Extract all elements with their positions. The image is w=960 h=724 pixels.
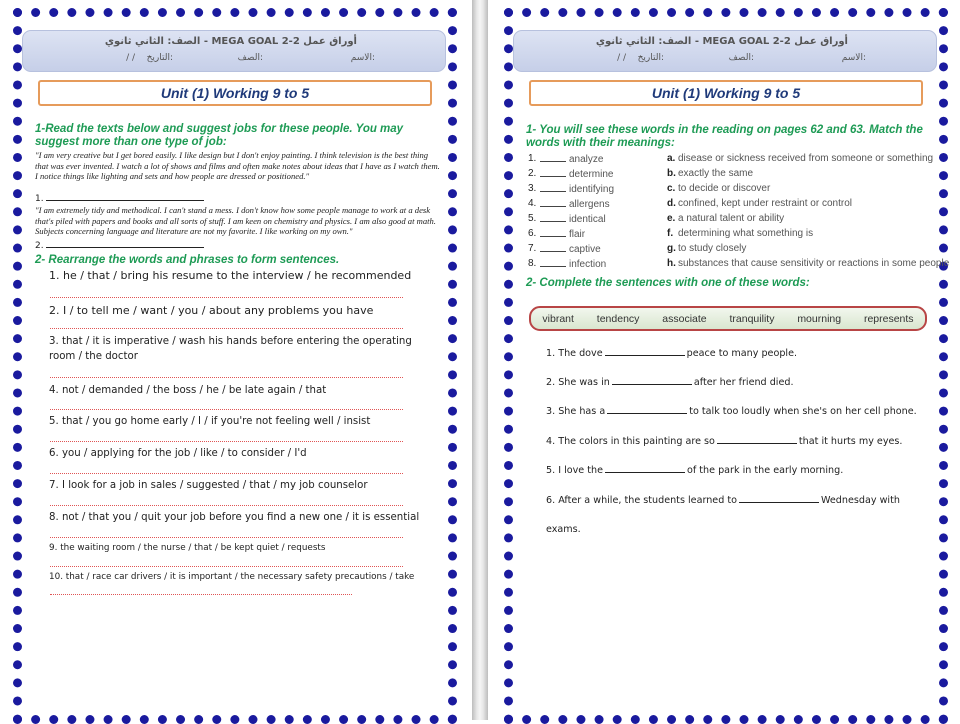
word-bank-item: vibrant [542, 312, 574, 325]
fill-blank[interactable] [739, 494, 819, 503]
answer-dotted-line[interactable] [50, 537, 403, 538]
word-bank [529, 306, 927, 331]
match-blank[interactable] [540, 198, 566, 207]
header-title: أوراق عمل MEGA GOAL 2-2 - الصف: الثاني ثانوي [595, 36, 848, 47]
section-1-heading: 1- You will see these words in the reading on pages 62 and 63. Match the words with their meanings: [526, 124, 923, 149]
vocab-number: 5. [528, 213, 537, 224]
name-label: الاسم: [350, 53, 375, 63]
section-2-heading: 2- Complete the sentences with one of these words: [526, 277, 810, 289]
match-blank[interactable] [540, 213, 566, 222]
vocab-term[interactable]: determine [540, 168, 613, 180]
fill-blank[interactable] [612, 376, 692, 385]
unit-title: Unit (1) Working 9 to 5 [38, 80, 432, 106]
fill-sentence: 3. She has a to talk too loudly when she's on her cell phone. [546, 406, 917, 417]
fill-blank[interactable] [605, 464, 685, 473]
fill-blank[interactable] [605, 347, 685, 356]
definition-letter: h. [667, 258, 676, 269]
match-blank[interactable] [540, 243, 566, 252]
word-bank-item: tranquility [729, 312, 775, 325]
page-divider [472, 0, 488, 720]
answer-dotted-line[interactable] [50, 594, 352, 595]
word-bank-item: tendency [596, 312, 640, 325]
sentence-item: 2. I / to tell me / want / you / about any problems you have [49, 304, 374, 317]
vocab-row [528, 243, 938, 257]
sentence-item: 8. not / that you / quit your job before you find a new one / it is essential [49, 512, 420, 523]
vocab-number: 3. [528, 183, 537, 194]
name-label: الاسم: [841, 53, 866, 63]
answer-dotted-line[interactable] [50, 441, 403, 442]
answer-dotted-line[interactable] [50, 297, 403, 298]
definition-text: exactly the same [678, 168, 754, 179]
vocab-term[interactable]: captive [540, 243, 601, 255]
answer-dotted-line[interactable] [50, 505, 403, 506]
answer-dotted-line[interactable] [50, 328, 403, 329]
vocab-row [528, 153, 938, 167]
answer-dotted-line[interactable] [50, 409, 403, 410]
definition-letter: d. [667, 198, 676, 209]
definition-letter: f. [667, 228, 674, 239]
quote-1: "I am very creative but I get bored easily. I like design but I don't enjoy painting. I think television is the best thing that was ever invented. I watch a lot of shows and films and often make notes about ideas that I have as I watch them. I notice things like lighting and sets and how people are dressed or positioned." [35, 150, 440, 181]
sentence-item: 9. the waiting room / the nurse / that / be kept quiet / requests [49, 543, 326, 553]
page-border [504, 8, 948, 724]
class-label: الصف: [728, 53, 754, 63]
unit-title: Unit (1) Working 9 to 5 [529, 80, 923, 106]
vocab-number: 1. [528, 153, 537, 164]
definition-text: disease or sickness received from someone or something [678, 153, 934, 164]
fill-sentence: 1. The dove peace to many people. [546, 348, 798, 359]
definition-text: to study closely [678, 243, 747, 254]
answer-dotted-line[interactable] [50, 473, 403, 474]
class-label: الصف: [237, 53, 263, 63]
answer-line-1[interactable]: 1. [35, 193, 204, 204]
worksheet-page-right [513, 17, 950, 715]
match-blank[interactable] [540, 168, 566, 177]
fill-sentence: 2. She was in after her friend died. [546, 377, 794, 388]
sentence-item: 10. that / race car drivers / it is important / the necessary safety precautions / take [49, 572, 415, 582]
match-blank[interactable] [540, 183, 566, 192]
sentence-item: 5. that / you go home early / I / if you're not feeling well / insist [49, 416, 371, 427]
fill-sentence: 5. I love the of the park in the early morning. [546, 465, 844, 476]
definition-letter: g. [667, 243, 676, 254]
vocab-term[interactable]: infection [540, 258, 606, 270]
vocab-row [528, 183, 938, 197]
page-border [13, 8, 457, 724]
definition-text: determining what something is [678, 228, 814, 239]
sentence-item: 6. you / applying for the job / like / to consider / I'd [49, 448, 307, 459]
section-2-heading: 2- Rearrange the words and phrases to form sentences. [35, 254, 340, 266]
worksheet-page-left [22, 17, 448, 715]
definition-text: to decide or discover [678, 183, 771, 194]
vocab-number: 7. [528, 243, 537, 254]
quote-2: "I am extremely tidy and methodical. I can't stand a mess. I don't know how some people manage to work at a desk that's piled with papers and books and all sorts of stuff. I am keen on chemistry and physics. I am also good at math. Subjects concerning language and literature are not my favorite. I like working on my own." [35, 205, 436, 236]
fill-blank[interactable] [717, 435, 797, 444]
vocab-term[interactable]: identical [540, 213, 606, 225]
match-blank[interactable] [540, 153, 566, 162]
header-bar [513, 30, 937, 72]
fill-sentence: 6. After a while, the students learned to Wednesday with [546, 495, 900, 506]
word-bank-item: associate [662, 312, 707, 325]
definition-text: substances that cause sensitivity or reactions in some people [678, 258, 950, 269]
vocab-number: 2. [528, 168, 537, 179]
vocab-term[interactable]: identifying [540, 183, 614, 195]
sentence-item: 7. I look for a job in sales / suggested / that / my job counselor [49, 480, 368, 491]
sentence-item: 3. that / it is imperative / wash his hands before entering the operating room / the doctor [49, 336, 412, 362]
definition-letter: c. [667, 183, 676, 194]
vocab-row [528, 228, 938, 242]
answer-dotted-line[interactable] [50, 377, 403, 378]
word-bank-item: represents [863, 312, 914, 325]
definition-letter: a. [667, 153, 676, 164]
vocab-number: 4. [528, 198, 537, 209]
sentence-item: 1. he / that / bring his resume to the interview / he recommended [49, 269, 412, 282]
fill-sentence: 4. The colors in this painting are so that it hurts my eyes. [546, 436, 903, 447]
vocab-term[interactable]: allergens [540, 198, 610, 210]
vocab-number: 8. [528, 258, 537, 269]
date-value: / / [126, 53, 135, 63]
date-value: / / [617, 53, 626, 63]
vocab-term[interactable]: flair [540, 228, 585, 240]
fill-blank[interactable] [607, 405, 687, 414]
match-blank[interactable] [540, 258, 566, 267]
sentence-item: 4. not / demanded / the boss / he / be late again / that [49, 385, 327, 396]
definition-letter: e. [667, 213, 676, 224]
vocab-number: 6. [528, 228, 537, 239]
date-label: التاريخ: [146, 53, 173, 63]
definition-text: a natural talent or ability [678, 213, 785, 224]
vocab-row [528, 213, 938, 227]
vocab-term[interactable]: analyze [540, 153, 603, 165]
vocab-row [528, 168, 938, 182]
vocab-row [528, 198, 938, 212]
answer-line-2[interactable]: 2. [35, 240, 204, 251]
section-1-heading: 1-Read the texts below and suggest jobs for these people. You may suggest more than one type of job: [35, 123, 404, 148]
definition-text: confined, kept under restraint or control [678, 198, 852, 209]
vocab-row [528, 258, 950, 272]
header-bar [22, 30, 446, 72]
header-title: أوراق عمل MEGA GOAL 2-2 - الصف: الثاني ثانوي [104, 36, 357, 47]
date-label: التاريخ: [637, 53, 664, 63]
definition-letter: b. [667, 168, 676, 179]
answer-dotted-line[interactable] [50, 566, 403, 567]
word-bank-item: mourning [797, 312, 842, 325]
fill-sentence-continuation: exams. [546, 524, 581, 535]
match-blank[interactable] [540, 228, 566, 237]
